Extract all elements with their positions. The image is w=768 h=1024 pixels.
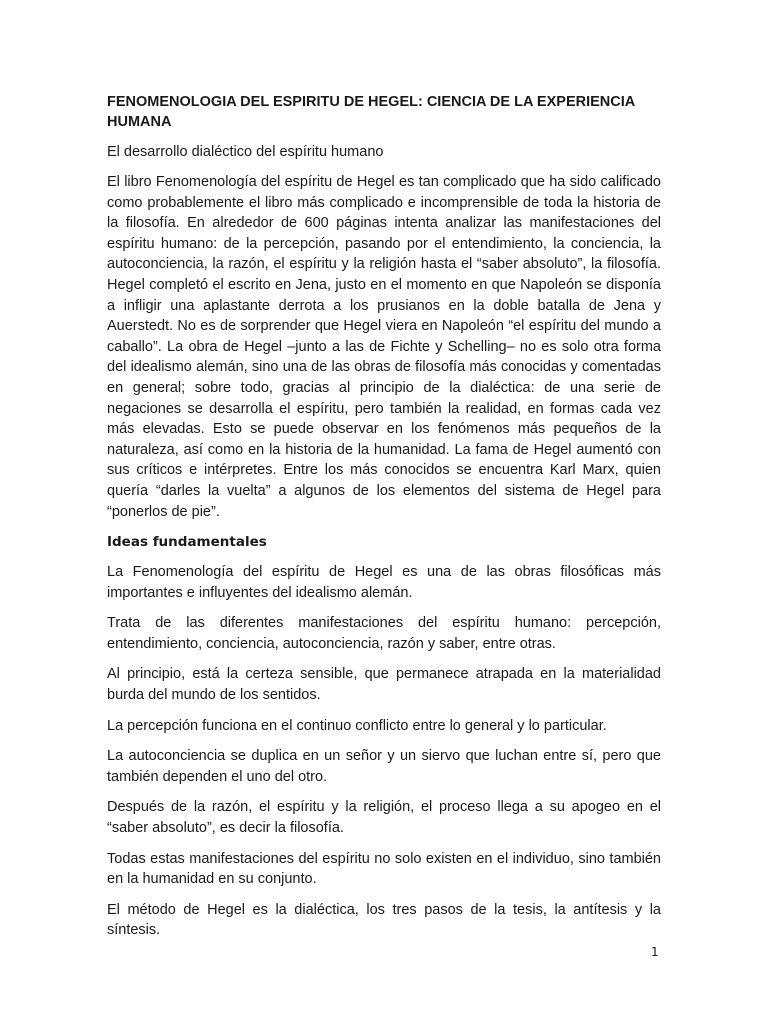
paragraph-2: Trata de las diferentes manifestaciones del espíritu humano: percepción, entendimiento, conciencia, autoconciencia, razón y saber, entre otras.	[107, 615, 661, 652]
paragraph-4: La percepción funciona en el continuo conflicto entre lo general y lo particular.	[107, 717, 607, 734]
document-subtitle: El desarrollo dialéctico del espíritu humano	[107, 144, 384, 160]
document-body	[107, 92, 661, 951]
paragraph-1: La Fenomenología del espíritu de Hegel es una de las obras filosóficas más importantes e influyentes del idealismo alemán.	[107, 564, 661, 601]
page-number: 1	[651, 945, 659, 959]
intro-paragraph: El libro Fenomenología del espíritu de Hegel es tan complicado que ha sido calificado como probablemente el libro más complicado e incomprensible de toda la historia de la filosofía. En alrededor de 600 páginas intenta analizar las manifestaciones del espíritu humano: de la percepción, pasando por el entendimiento, la conciencia, la autoconciencia, la razón, el espíritu y la religión hasta el “saber absoluto”, la filosofía. Hegel completó el escrito en Jena, justo en el momento en que Napoleón se disponía a infligir una aplastante derrota a los prusianos en la doble batalla de Jena y Auerstedt. No es de sorprender que Hegel viera en Napoleón “el espíritu del mundo a caballo”. La obra de Hegel –junto a las de Fichte y Schelling– no es solo otra forma del idealismo alemán, sino una de las obras de filosofía más conocidas y comentadas en general; sobre todo, gracias al principio de la dialéctica: de una serie de negaciones se desarrolla el espíritu, pero también la realidad, en formas cada vez más elevadas. Esto se puede observar en los fenómenos más pequeños de la naturaleza, así como en la historia de la humanidad. La fama de Hegel aumentó con sus críticos e intérpretes. Entre los más conocidos se encuentra Karl Marx, quien quería “darles la vuelta” a algunos de los elementos del sistema de Hegel para “ponerlos de pie”.	[107, 174, 661, 520]
paragraph-3: Al principio, está la certeza sensible, que permanece atrapada en la materialidad burda del mundo de los sentidos.	[107, 666, 661, 704]
paragraph-6: Después de la razón, el espíritu y la religión, el proceso llega a su apogeo en el “saber absoluto”, es decir la filosofía.	[107, 799, 661, 837]
paragraph-5: La autoconciencia se duplica en un señor y un siervo que luchan entre sí, pero que también dependen el uno del otro.	[107, 748, 661, 785]
paragraph-8: El método de Hegel es la dialéctica, los tres pasos de la tesis, la antítesis y la síntesis.	[107, 901, 661, 939]
section-heading: Ideas fundamentales	[107, 534, 267, 551]
document-title: FENOMENOLOGIA DEL ESPIRITU DE HEGEL: CIENCIA DE LA EXPERIENCIA HUMANA	[107, 94, 635, 130]
paragraph-7: Todas estas manifestaciones del espíritu no solo existen en el individuo, sino también en la humanidad en su conjunto.	[107, 850, 661, 888]
